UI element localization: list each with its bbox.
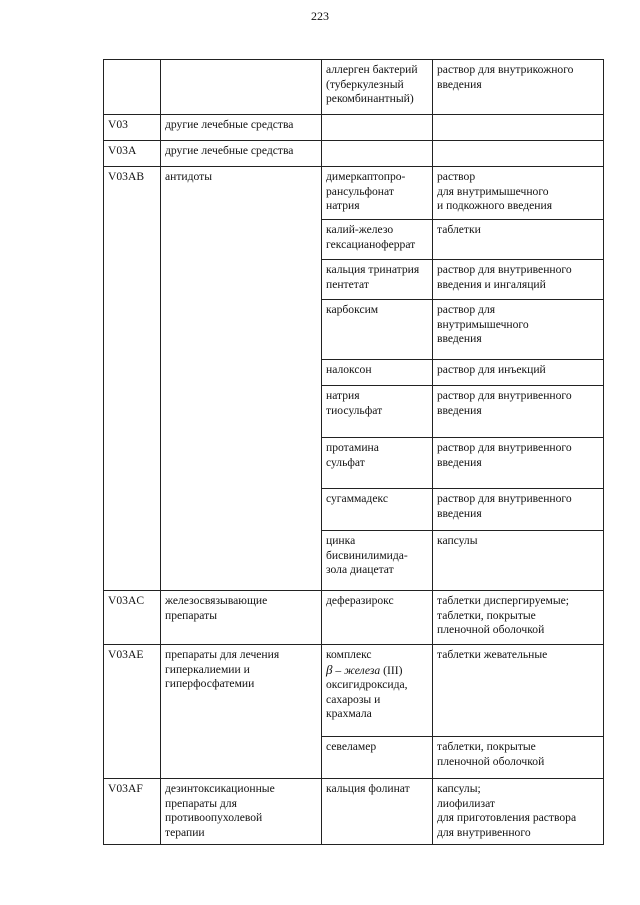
drug-cell: сугаммадекс — [322, 489, 433, 531]
form-cell: таблетки — [433, 220, 604, 260]
code-cell — [104, 60, 161, 115]
code-cell: V03 — [104, 115, 161, 141]
drug-cell: деферазирокс — [322, 591, 433, 645]
form-cell: раствор для внутривенного введения и ингаляций — [433, 260, 604, 300]
code-cell: V03A — [104, 141, 161, 167]
form-cell: раствор для внутримышечного введения — [433, 300, 604, 360]
code-cell: V03AF — [104, 779, 161, 845]
table-row — [104, 779, 604, 845]
form-cell: таблетки жевательные — [433, 645, 604, 737]
form-cell: таблетки диспергируемые; таблетки, покрытые пленочной оболочкой — [433, 591, 604, 645]
drug-cell: натрия тиосульфат — [322, 386, 433, 438]
form-cell: раствор для инъекций — [433, 360, 604, 386]
beta-symbol: β — [326, 661, 333, 677]
drug-cell — [322, 645, 433, 737]
group-cell: антидоты — [161, 167, 322, 591]
table-row — [104, 115, 604, 141]
form-cell: раствор для внутримышечного и подкожного введения — [433, 167, 604, 220]
table-row — [104, 591, 604, 645]
drug-cell: аллерген бактерий (туберкулезный рекомбинантный) — [322, 60, 433, 115]
group-cell: другие лечебные средства — [161, 141, 322, 167]
group-cell: препараты для лечения гиперкалиемии и гиперфосфатемии — [161, 645, 322, 779]
drug-cell: кальция фолинат — [322, 779, 433, 845]
drug-text: оксигидроксида, сахарозы и крахмала — [326, 678, 408, 720]
form-cell: таблетки, покрытые пленочной оболочкой — [433, 737, 604, 779]
drug-cell: димеркаптопро- pансульфонат натрия — [322, 167, 433, 220]
table-row — [104, 60, 604, 115]
drug-cell — [322, 141, 433, 167]
group-cell: железосвязывающие препараты — [161, 591, 322, 645]
drug-cell: цинка бисвинилимида- зола диацетат — [322, 531, 433, 591]
drug-cell — [322, 115, 433, 141]
page-number: 223 — [311, 9, 329, 23]
drug-text: комплекс — [326, 648, 372, 661]
form-cell: раствор для внутрикожного введения — [433, 60, 604, 115]
form-cell: капсулы; лиофилизат для приготовления раствора для внутривенного — [433, 779, 604, 845]
drug-text: – железа — [332, 663, 381, 677]
drug-cell: севеламер — [322, 737, 433, 779]
drug-text: (III) — [380, 663, 403, 677]
code-cell: V03AE — [104, 645, 161, 779]
form-cell — [433, 115, 604, 141]
form-cell: раствор для внутривенного введения — [433, 386, 604, 438]
code-cell: V03AB — [104, 167, 161, 591]
drug-cell: кальция тринатрия пентетат — [322, 260, 433, 300]
form-cell — [433, 141, 604, 167]
table-row — [104, 645, 604, 737]
table-row — [104, 167, 604, 220]
group-cell — [161, 60, 322, 115]
drug-table — [103, 59, 604, 845]
code-cell: V03AC — [104, 591, 161, 645]
form-cell: раствор для внутривенного введения — [433, 489, 604, 531]
drug-cell: калий-железо гексацианоферрат — [322, 220, 433, 260]
table-row — [104, 141, 604, 167]
form-cell: раствор для внутривенного введения — [433, 438, 604, 489]
form-cell: капсулы — [433, 531, 604, 591]
drug-cell: протамина сульфат — [322, 438, 433, 489]
drug-cell: карбоксим — [322, 300, 433, 360]
group-cell: другие лечебные средства — [161, 115, 322, 141]
drug-cell: налоксон — [322, 360, 433, 386]
group-cell: дезинтоксикационные препараты для противоопухолевой терапии — [161, 779, 322, 845]
